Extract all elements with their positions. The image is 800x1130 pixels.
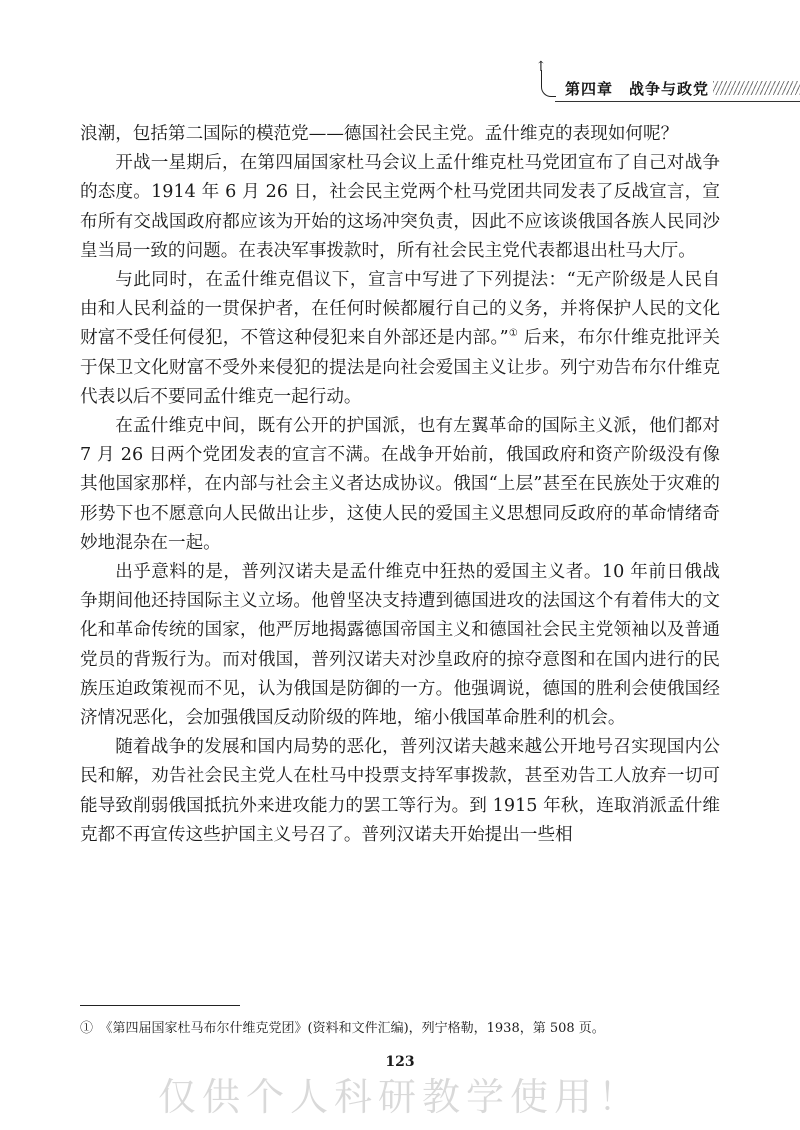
- paragraph: [80, 733, 720, 850]
- page-number: 123: [385, 1054, 415, 1070]
- body-text: [80, 120, 720, 850]
- paragraph: [80, 120, 720, 149]
- footnote-divider: [80, 1005, 240, 1006]
- paragraph: [80, 558, 720, 733]
- header-bracket: [541, 70, 556, 97]
- paragraph-text: 浪潮，包括第二国际的模范党——德国社会民主党。孟什维克的表现如何呢？: [80, 124, 679, 144]
- chapter-title: 第四章 战争与政党: [565, 80, 710, 98]
- header-rule: [555, 101, 800, 102]
- paragraph-text: 在孟什维克中间，既有公开的护国派，也有左翼革命的国际主义派，他们都对 7 月 26 日两个党团发表的宣言不满。在战争开始前，俄国政府和资产阶级没有像其他国家那样，在内部与社会主义者达成协议。俄国“上层”甚至在民族处于灾难的形势下也不愿意向人民做出让步，这使人民的爱国主义思想同反政府的革命情绪奇妙地混杂在一起。: [80, 416, 720, 553]
- up-arrow-icon: ↑: [535, 59, 547, 75]
- running-header: [535, 59, 800, 106]
- paragraph: [80, 266, 720, 412]
- paragraph-text: 随着战争的发展和国内局势的恶化，普列汉诺夫越来越公开地号召实现国内公民和解，劝告社会民主党人在杜马中投票支持军事拨款，甚至劝告工人放弃一切可能导致削弱俄国抵抗外来进攻能力的罢工等行为。到 1915 年秋，连取消派孟什维克都不再宣传这些护国主义号召了。普列汉诺夫开始提出一些相: [80, 737, 720, 845]
- footnote-marker[interactable]: ①: [508, 328, 519, 340]
- footnote: ① 《第四届国家杜马布尔什维克党团》(资料和文件汇编)，列宁格勒，1938，第 508 页。: [80, 1021, 605, 1036]
- paragraph-text: 后来，布尔什维克批评关于保卫文化财富不受外来侵犯的提法是向社会爱国主义让步。列宁劝告布尔什维克代表以后不要同孟什维克一起行动。: [80, 328, 721, 407]
- paragraph-text: 出乎意料的是，普列汉诺夫是孟什维克中狂热的爱国主义者。10 年前日俄战争期间他还持国际主义立场。他曾坚决支持遭到德国进攻的法国这个有着伟大的文化和革命传统的国家，他严厉地揭露德国帝国主义和德国社会民主党领袖以及普通党员的背叛行为。而对俄国，普列汉诺夫对沙皇政府的掠夺意图和在国内进行的民族压迫政策视而不见，认为俄国是防御的一方。他强调说，德国的胜利会使俄国经济情况恶化，会加强俄国反动阶级的阵地，缩小俄国革命胜利的机会。: [80, 562, 720, 729]
- watermark: 仅供个人科研教学使用！: [157, 1075, 642, 1119]
- paragraph-text: 开战一星期后，在第四届国家杜马会议上孟什维克杜马党团宣布了自己对战争的态度。1914 年 6 月 26 日，社会民主党两个杜马党团共同发表了反战宣言，宣布所有交战国政府都应该为开始的这场冲突负责，因此不应该谈俄国各族人民同沙皇当局一致的问题。在表决军事拨款时，所有社会民主党代表都退出杜马大厅。: [80, 153, 720, 261]
- header-hatch-decoration: [713, 81, 800, 95]
- paragraph: [80, 149, 720, 266]
- paragraph: [80, 412, 720, 558]
- paragraph-text: 与此同时，在孟什维克倡议下，宣言中写进了下列提法：“无产阶级是人民自由和人民利益的一贯保护者，在任何时候都履行自己的义务，并将保护人民的文化财富不受任何侵犯，不管这种侵犯来自外部还是内部。”: [80, 270, 720, 349]
